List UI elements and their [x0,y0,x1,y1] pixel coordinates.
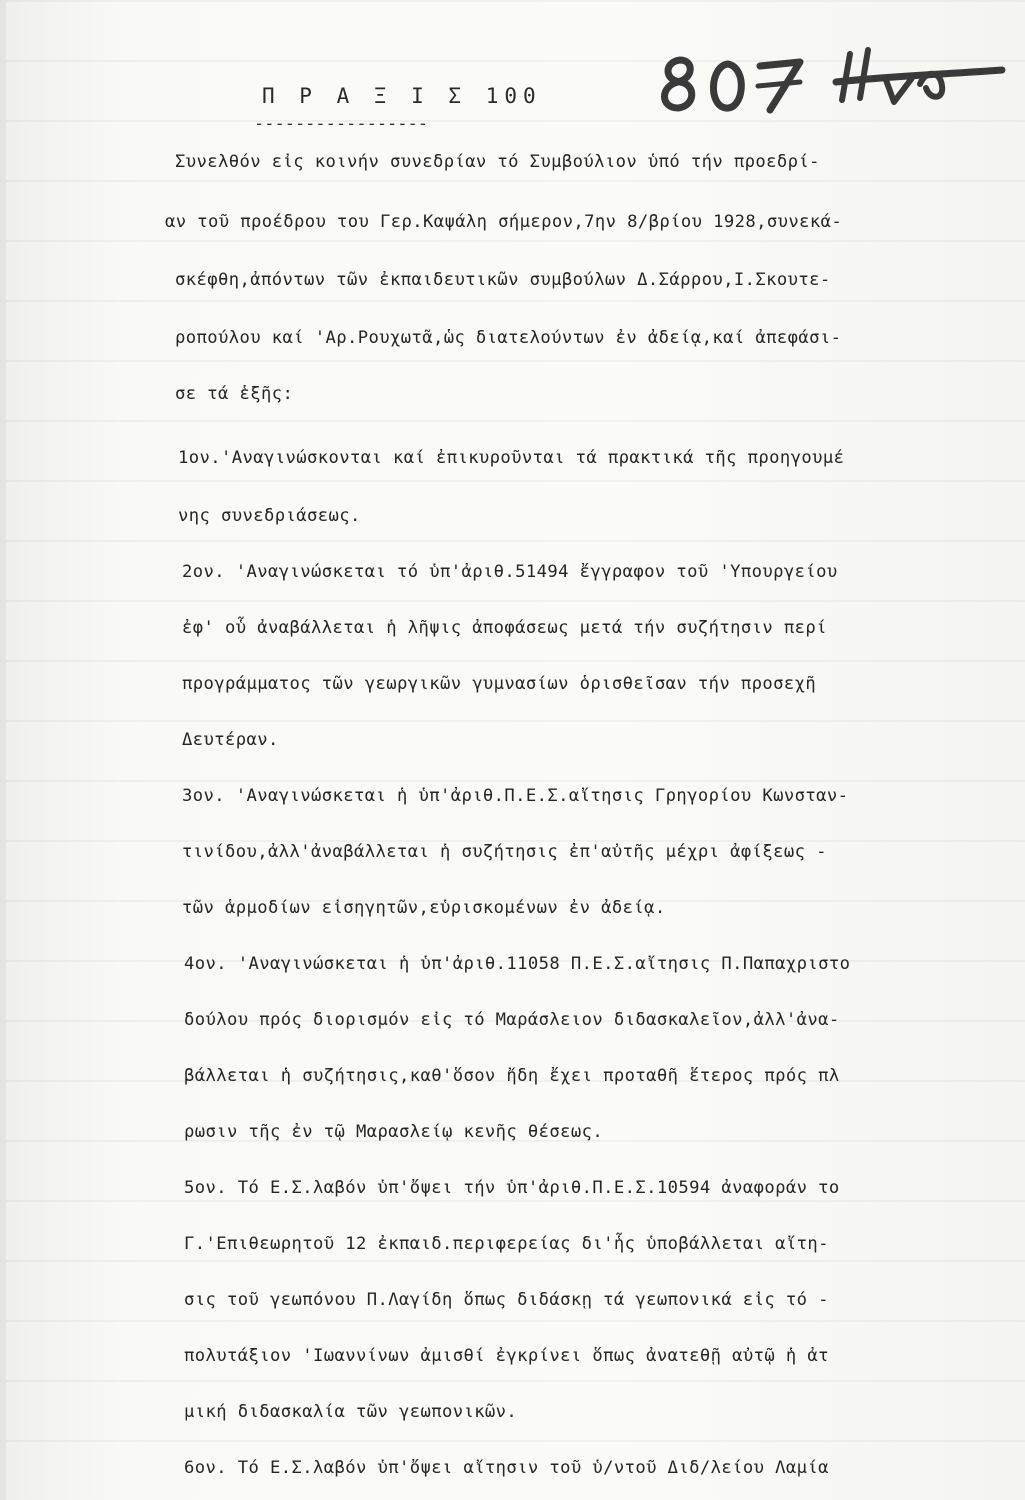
text-line: 5ον. Τό Ε.Σ.λαβόν ὑπ'ὄψει τήν ὑπ'ἀριθ.Π.Ε.Σ.10594 ἀναφοράν το [184,1178,840,1198]
text-line: 4ον. 'Αναγινώσκεται ἡ ὑπ'ἀριθ.11058 Π.Ε.Σ.αἴτησις Π.Παπαχριστο [184,954,851,974]
handwritten-note-text: 808 / 1114 [650,128,657,129]
text-line: τινίδου,ἀλλ'ἀναβάλλεται ἡ συζήτησις ἐπ'αὐτῆς μέχρι ἀφίξεως - [182,842,827,862]
text-line: ἐφ' οὗ ἀναβάλλεται ἡ λῆψις ἀποφάσεως μετά τήν συζήτησιν περί [182,618,827,638]
text-line: μική διδασκαλία τῶν γεωπονικῶν. [184,1402,518,1422]
text-line: πολυτάξιον 'Ιωαννίνων ἀμισθί ἐγκρίνει ὅπως ἀνατεθῇ αὐτῷ ἡ ἀτ [184,1346,829,1366]
handwritten-note-drawing [650,40,1010,130]
text-line: βάλλεται ἡ συζήτησις,καθ'ὅσον ἤδη ἔχει προταθῆ ἕτερος πρός πλ [184,1066,840,1086]
title-underline: ----------------- [254,114,428,134]
text-line: τῶν ἁρμοδίων εἰσηγητῶν,εὑρισκομένων ἐν ἀδείᾳ. [182,898,666,918]
text-line: Δευτέραν. [182,730,279,750]
text-line: προγράμματος τῶν γεωργικῶν γυμνασίων ὁρισθεῖσαν τήν προσεχῆ [182,674,817,694]
text-line: 1ον.'Αναγινώσκονται καί ἐπικυροῦνται τά πρακτικά τῆς προηγουμέ [178,448,845,468]
text-line: 3ον. 'Αναγινώσκεται ἡ ὑπ'ἀριθ.Π.Ε.Σ.αἴτησις Γρηγορίου Κωνσταν- [182,786,849,806]
text-line: ροπούλου καί 'Αρ.Ρουχωτᾶ,ὡς διατελούντων ἐν ἀδείᾳ,καί ἀπεφάσι- [175,328,842,348]
text-line: ρωσιν τῆς ἐν τῷ Μαρασλείῳ κενῆς θέσεως. [184,1122,604,1142]
page-left-edge [0,0,6,1500]
document-title: Π Ρ Α Ξ Ι Σ 100 [262,84,542,108]
text-line: Γ.'Επιθεωρητοῦ 12 ἐκπαιδ.περιφερείας δι'ἧς ὑποβάλλεται αἴτη- [184,1234,829,1254]
text-line: Συνελθόν εἰς κοινήν συνεδρίαν τό Συμβούλιον ὑπό τήν προεδρί- [175,152,820,172]
text-line: σκέφθη,ἀπόντων τῶν ἐκπαιδευτικῶν συμβούλων Δ.Σάρρου,Ι.Σκουτε- [175,270,831,290]
text-line: σε τά ἑξῆς: [175,384,294,404]
text-line: 2ον. 'Αναγινώσκεται τό ὑπ'ἀριθ.51494 ἔγγραφον τοῦ 'Υπουργείου [182,562,838,582]
text-line: σις τοῦ γεωπόνου Π.Λαγίδη ὅπως διδάσκῃ τά γεωπονικά εἰς τό - [184,1290,829,1310]
text-line: αν τοῦ προέδρου του Γερ.Καψάλη σήμερον,7ην 8/βρίου 1928,συνεκά- [165,212,843,232]
text-line: νης συνεδριάσεως. [178,506,361,526]
text-line: δούλου πρός διορισμόν εἰς τό Μαράσλειον διδασκαλεῖον,ἀλλ'ἀνα- [184,1010,840,1030]
text-line: 6ον. Τό Ε.Σ.λαβόν ὑπ'ὄψει αἴτησιν τοῦ ὑ/ντοῦ Διδ/λείου Λαμία [184,1458,829,1478]
